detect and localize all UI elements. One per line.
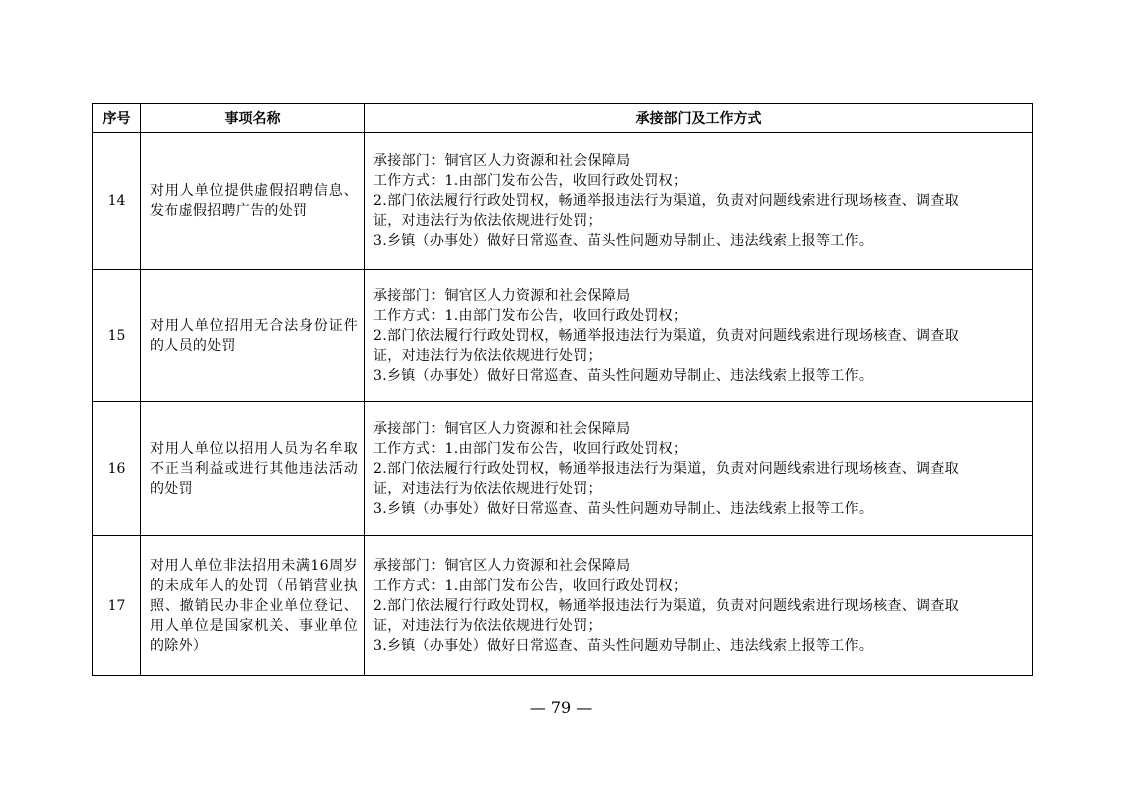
method-line: 证，对违法行为依法依规进行处罚； <box>373 480 602 497</box>
method-line: 工作方式：1.由部门发布公告，收回行政处罚权； <box>373 307 688 324</box>
method-line: 2.部门依法履行行政处罚权，畅通举报违法行为渠道，负责对问题线索进行现场核查、调查取 <box>373 597 959 614</box>
method-line: 证，对违法行为依法依规进行处罚； <box>373 213 602 229</box>
table-row <box>93 402 1033 536</box>
dept-line: 承接部门：铜官区人力资源和社会保障局 <box>373 557 631 574</box>
method-line: 证，对违法行为依法依规进行处罚； <box>373 617 602 634</box>
method-line: 工作方式：1.由部门发布公告，收回行政处罚权； <box>373 173 688 189</box>
row-dept-method <box>365 133 1033 270</box>
table-row <box>93 270 1033 402</box>
method-line: 3.乡镇（办事处）做好日常巡查、苗头性问题劝导制止、违法线索上报等工作。 <box>373 500 874 517</box>
header-no: 序号 <box>93 104 141 133</box>
row-no: 16 <box>93 402 141 536</box>
dept-line: 承接部门：铜官区人力资源和社会保障局 <box>373 287 631 304</box>
row-dept-method <box>365 270 1033 402</box>
method-line: 2.部门依法履行行政处罚权，畅通举报违法行为渠道，负责对问题线索进行现场核查、调查取 <box>373 193 959 209</box>
table-row <box>93 536 1033 676</box>
row-item-name: 对用人单位招用无合法身份证件的人员的处罚 <box>141 270 365 402</box>
header-dept: 承接部门及工作方式 <box>365 104 1033 133</box>
header-name: 事项名称 <box>141 104 365 133</box>
method-line: 3.乡镇（办事处）做好日常巡查、苗头性问题劝导制止、违法线索上报等工作。 <box>373 233 874 249</box>
row-item-name: 对用人单位非法招用未满16周岁的未成年人的处罚（吊销营业执照、撤销民办非企业单位登记、用人单位是国家机关、事业单位的除外） <box>141 536 365 676</box>
row-dept-method <box>365 536 1033 676</box>
row-no: 14 <box>93 133 141 270</box>
method-line: 3.乡镇（办事处）做好日常巡查、苗头性问题劝导制止、违法线索上报等工作。 <box>373 637 874 654</box>
row-no: 15 <box>93 270 141 402</box>
method-line: 2.部门依法履行行政处罚权，畅通举报违法行为渠道，负责对问题线索进行现场核查、调查取 <box>373 327 959 344</box>
table-header-row <box>93 104 1033 133</box>
dept-line: 承接部门：铜官区人力资源和社会保障局 <box>373 153 631 169</box>
page-number: — 79 — <box>529 698 593 717</box>
row-item-name: 对用人单位以招用人员为名牟取不正当利益或进行其他违法活动的处罚 <box>141 402 365 536</box>
row-dept-method <box>365 402 1033 536</box>
method-line: 工作方式：1.由部门发布公告，收回行政处罚权； <box>373 577 688 594</box>
row-item-name: 对用人单位提供虚假招聘信息、发布虚假招聘广告的处罚 <box>141 133 365 270</box>
dept-line: 承接部门：铜官区人力资源和社会保障局 <box>373 420 631 437</box>
method-line: 3.乡镇（办事处）做好日常巡查、苗头性问题劝导制止、违法线索上报等工作。 <box>373 367 874 384</box>
table-row <box>93 133 1033 270</box>
row-no: 17 <box>93 536 141 676</box>
method-line: 工作方式：1.由部门发布公告，收回行政处罚权； <box>373 440 688 457</box>
method-line: 证，对违法行为依法依规进行处罚； <box>373 347 602 364</box>
items-table <box>92 103 1033 676</box>
method-line: 2.部门依法履行行政处罚权，畅通举报违法行为渠道，负责对问题线索进行现场核查、调查取 <box>373 460 959 477</box>
